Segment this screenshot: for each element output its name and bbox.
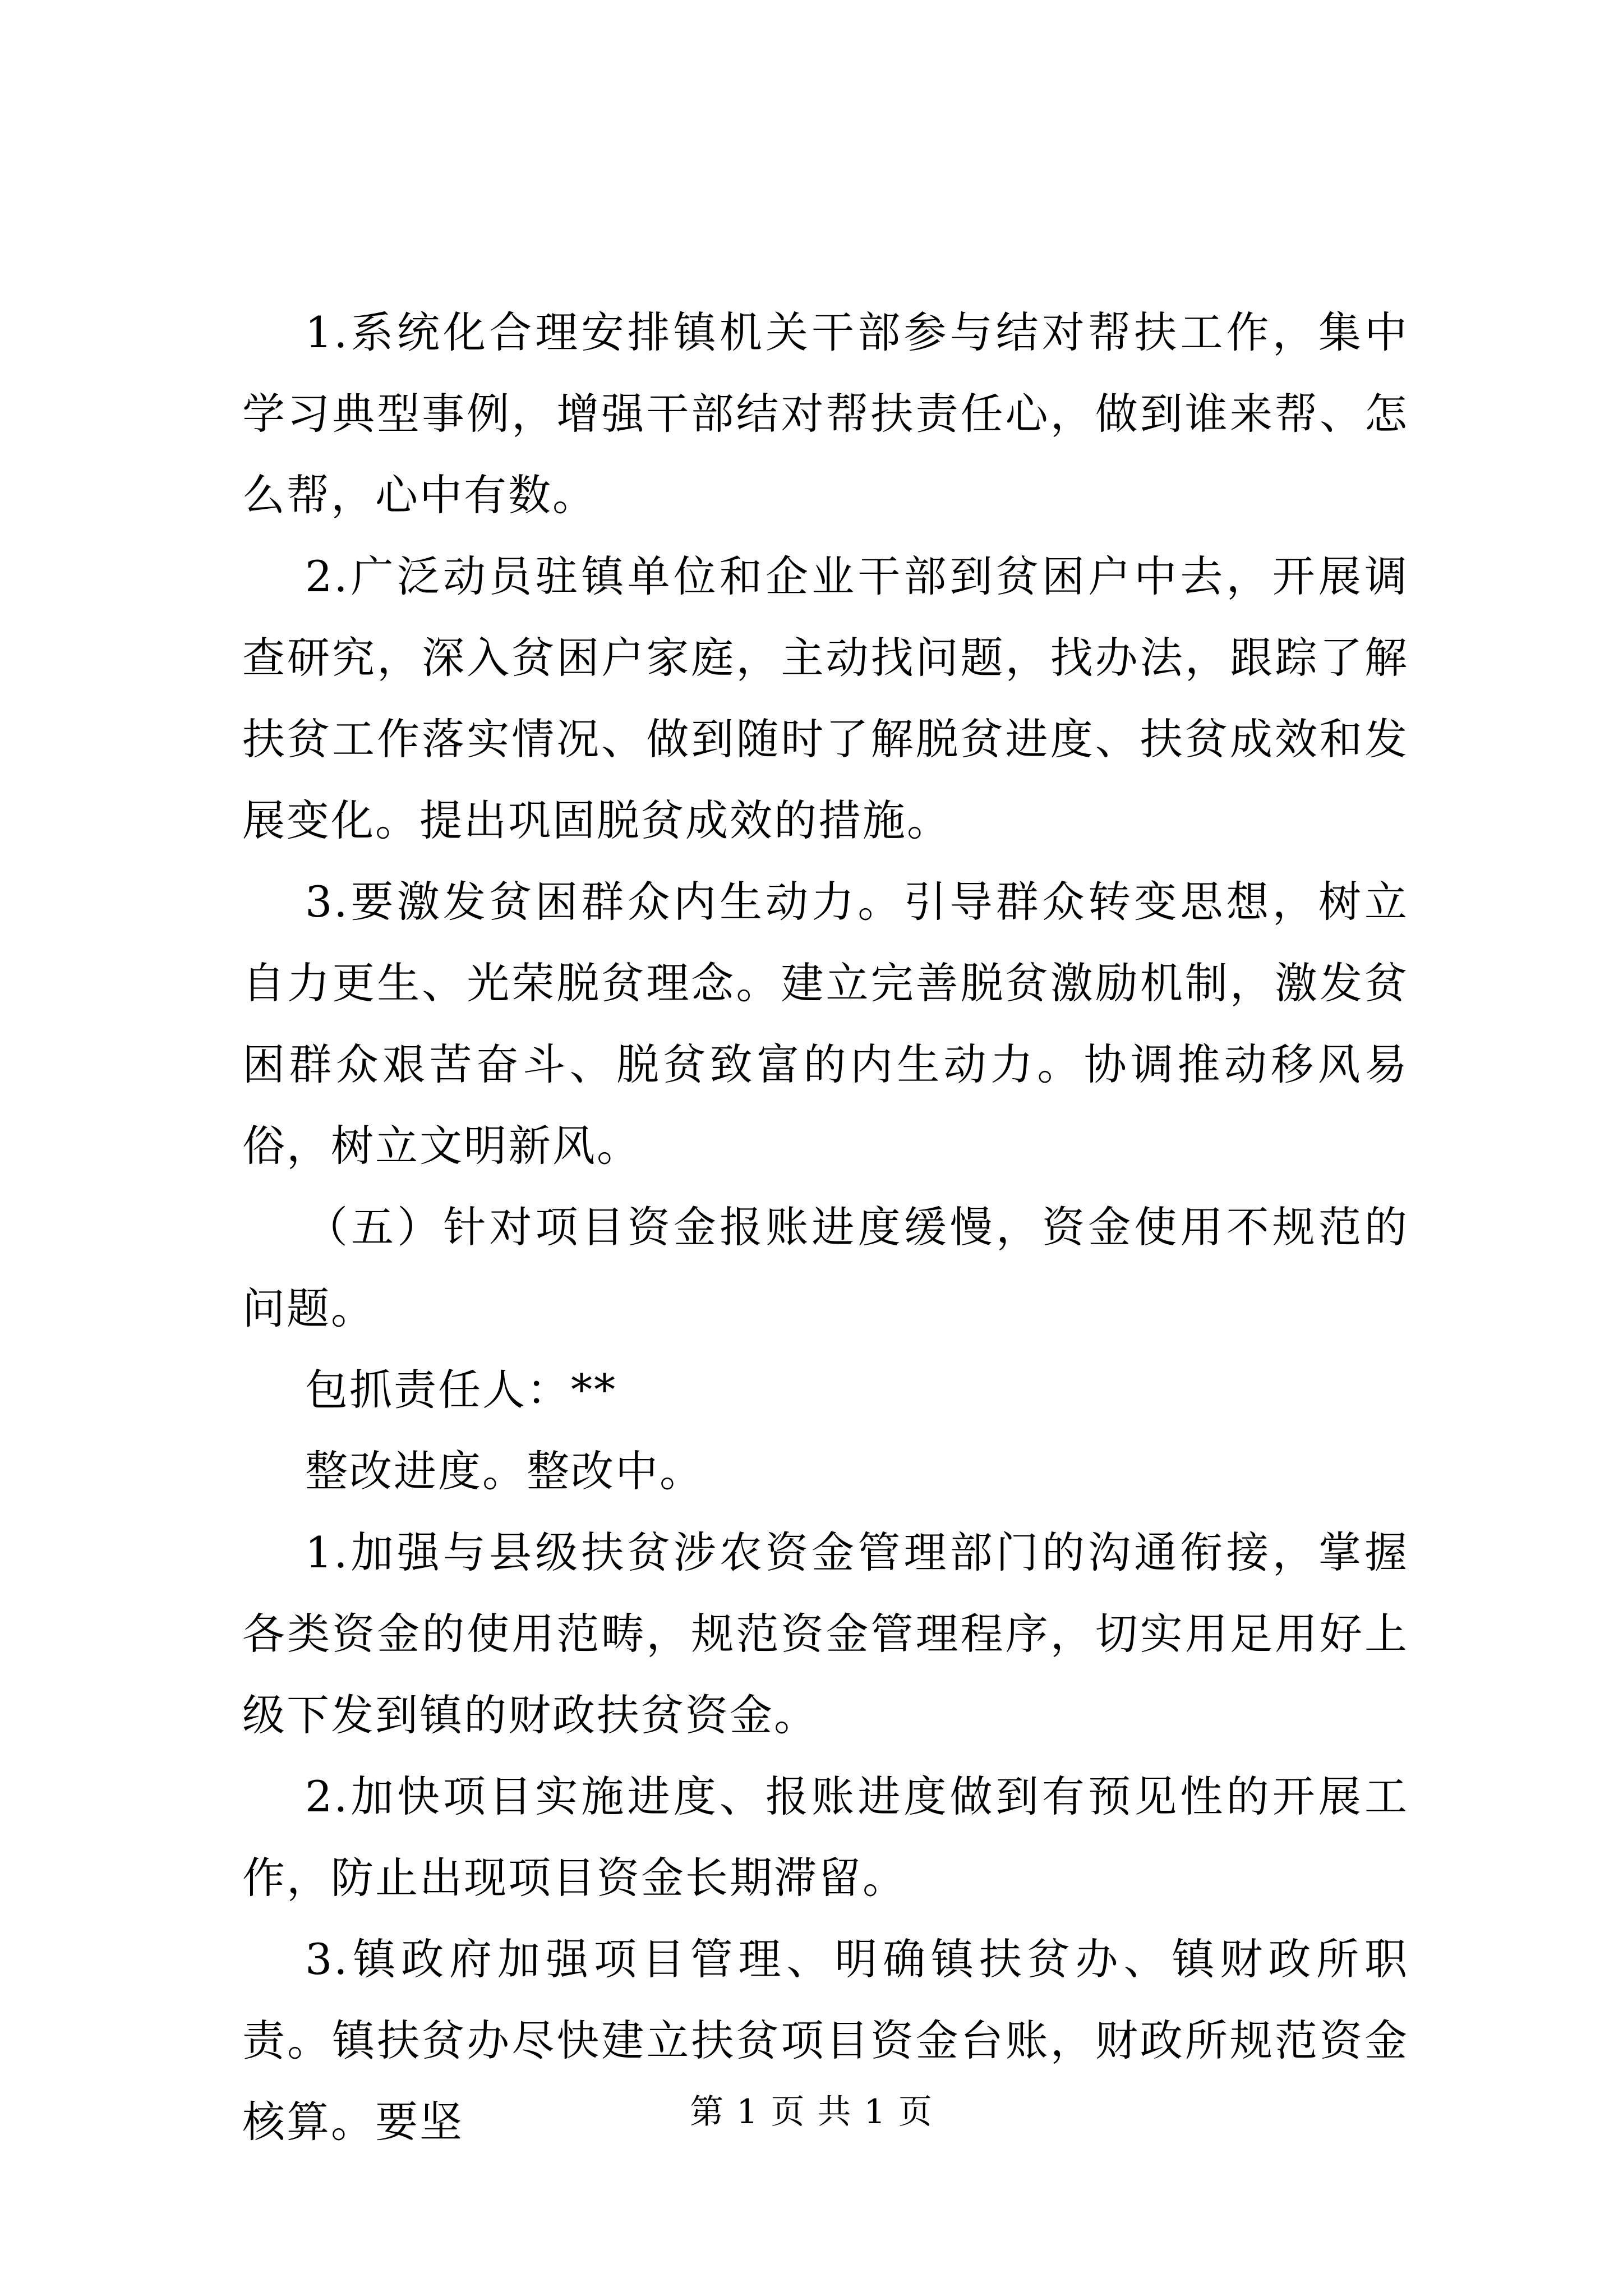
paragraph-item-6: 3.镇政府加强项目管理、明确镇扶贫办、镇财政所职责。镇扶贫办尽快建立扶贫项目资金台账，财政所规范资金核算。要坚 xyxy=(242,1934,1409,2147)
paragraph-item-5: 2.加快项目实施进度、报账进度做到有预见性的开展工作，防止出现项目资金长期滞留。 xyxy=(242,1772,1409,1903)
document-body xyxy=(242,292,1409,2162)
responsible-person: 包抓责任人：** xyxy=(305,1365,617,1415)
page-number-footer: 第 1 页 共 1 页 xyxy=(690,2092,933,2132)
paragraph-item-3: 3.要激发贫困群众内生动力。引导群众转变思想，树立自力更生、光荣脱贫理念。建立完善脱贫激励机制，激发贫困群众艰苦奋斗、脱贫致富的内生动力。协调推动移风易俗，树立文明新风。 xyxy=(242,877,1409,1171)
rectification-progress: 整改进度。整改中。 xyxy=(305,1446,704,1496)
paragraph-item-1: 1.系统化合理安排镇机关干部参与结对帮扶工作，集中学习典型事例，增强干部结对帮扶责任心，做到谁来帮、怎么帮，心中有数。 xyxy=(242,307,1409,520)
paragraph-item-2: 2.广泛动员驻镇单位和企业干部到贫困户中去，开展调查研究，深入贫困户家庭，主动找问题，找办法，跟踪了解扶贫工作落实情况、做到随时了解脱贫进度、扶贫成效和发展变化。提出巩固脱贫成效的措施。 xyxy=(242,551,1409,845)
paragraph-item-4: 1.加强与县级扶贫涉农资金管理部门的沟通衔接，掌握各类资金的使用范畴，规范资金管理程序，切实用足用好上级下发到镇的财政扶贫资金。 xyxy=(242,1527,1409,1740)
section-heading: （五）针对项目资金报账进度缓慢，资金使用不规范的问题。 xyxy=(242,1202,1409,1333)
